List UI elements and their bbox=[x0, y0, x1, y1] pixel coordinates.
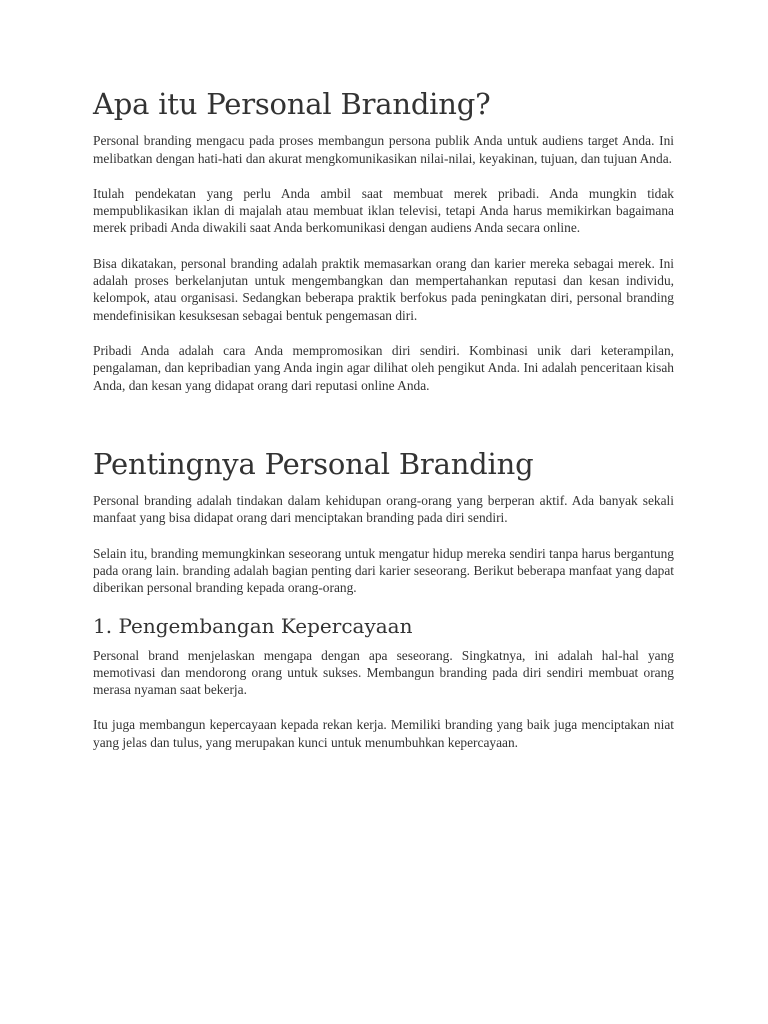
paragraph: Personal brand menjelaskan mengapa dengan apa seseorang. Singkatnya, ini adalah hal-hal yang memotivasi dan mendorong orang untuk sukses. Membangun branding pada diri sendiri membuat orang merasa nyaman saat bekerja. bbox=[93, 647, 674, 698]
paragraph: Personal branding mengacu pada proses membangun persona publik Anda untuk audiens target Anda. Ini melibatkan dengan hati-hati dan akurat mengkomunikasikan nilai-nilai, keyakinan, tujuan, dan tujuan Anda. bbox=[93, 133, 674, 166]
paragraph: Pribadi Anda adalah cara Anda mempromosikan diri sendiri. Kombinasi unik dari keterampilan, pengalaman, dan kepribadian yang Anda ingin agar dilihat oleh pengikut Anda. Ini adalah penceritaan kisah Anda, dan kesan yang didapat orang dari reputasi online Anda. bbox=[93, 342, 674, 393]
section-title-pentingnya-personal-branding: Pentingnya Personal Branding bbox=[93, 446, 534, 481]
paragraph: Itulah pendekatan yang perlu Anda ambil saat membuat merek pribadi. Anda mungkin tidak mempublikasikan iklan di majalah atau membuat iklan televisi, tetapi Anda harus memikirkan bagaimana merek pribadi Anda diwakili saat Anda berkomunikasi dengan audiens Anda secara online. bbox=[93, 185, 674, 236]
paragraph: Personal branding adalah tindakan dalam kehidupan orang-orang yang berperan aktif. Ada banyak sekali manfaat yang bisa didapat orang dari menciptakan branding pada diri sendiri. bbox=[93, 493, 674, 526]
paragraph: Selain itu, branding memungkinkan seseorang untuk mengatur hidup mereka sendiri tanpa harus bergantung pada orang lain. branding adalah bagian penting dari karier seseorang. Berikut beberapa manfaat yang dapat diberikan personal branding kepada orang-orang. bbox=[93, 545, 674, 596]
paragraph: Itu juga membangun kepercayaan kepada rekan kerja. Memiliki branding yang baik juga menciptakan niat yang jelas dan tulus, yang merupakan kunci untuk menumbuhkan kepercayaan. bbox=[93, 717, 674, 750]
subsection-title-pengembangan-kepercayaan: 1. Pengembangan Kepercayaan bbox=[93, 613, 413, 638]
section-title-apa-itu-personal-branding: Apa itu Personal Branding? bbox=[93, 87, 491, 121]
paragraph: Bisa dikatakan, personal branding adalah praktik memasarkan orang dan karier mereka sebagai merek. Ini adalah proses berkelanjutan untuk mengembangkan dan mempertahankan reputasi dan kesan individu, kelompok, atau organisasi. Sedangkan beberapa praktik berfokus pada peningkatan diri, personal branding mendefinisikan kesuksesan sebagai bentuk pengemasan diri. bbox=[93, 255, 674, 323]
document-page bbox=[93, 86, 674, 751]
